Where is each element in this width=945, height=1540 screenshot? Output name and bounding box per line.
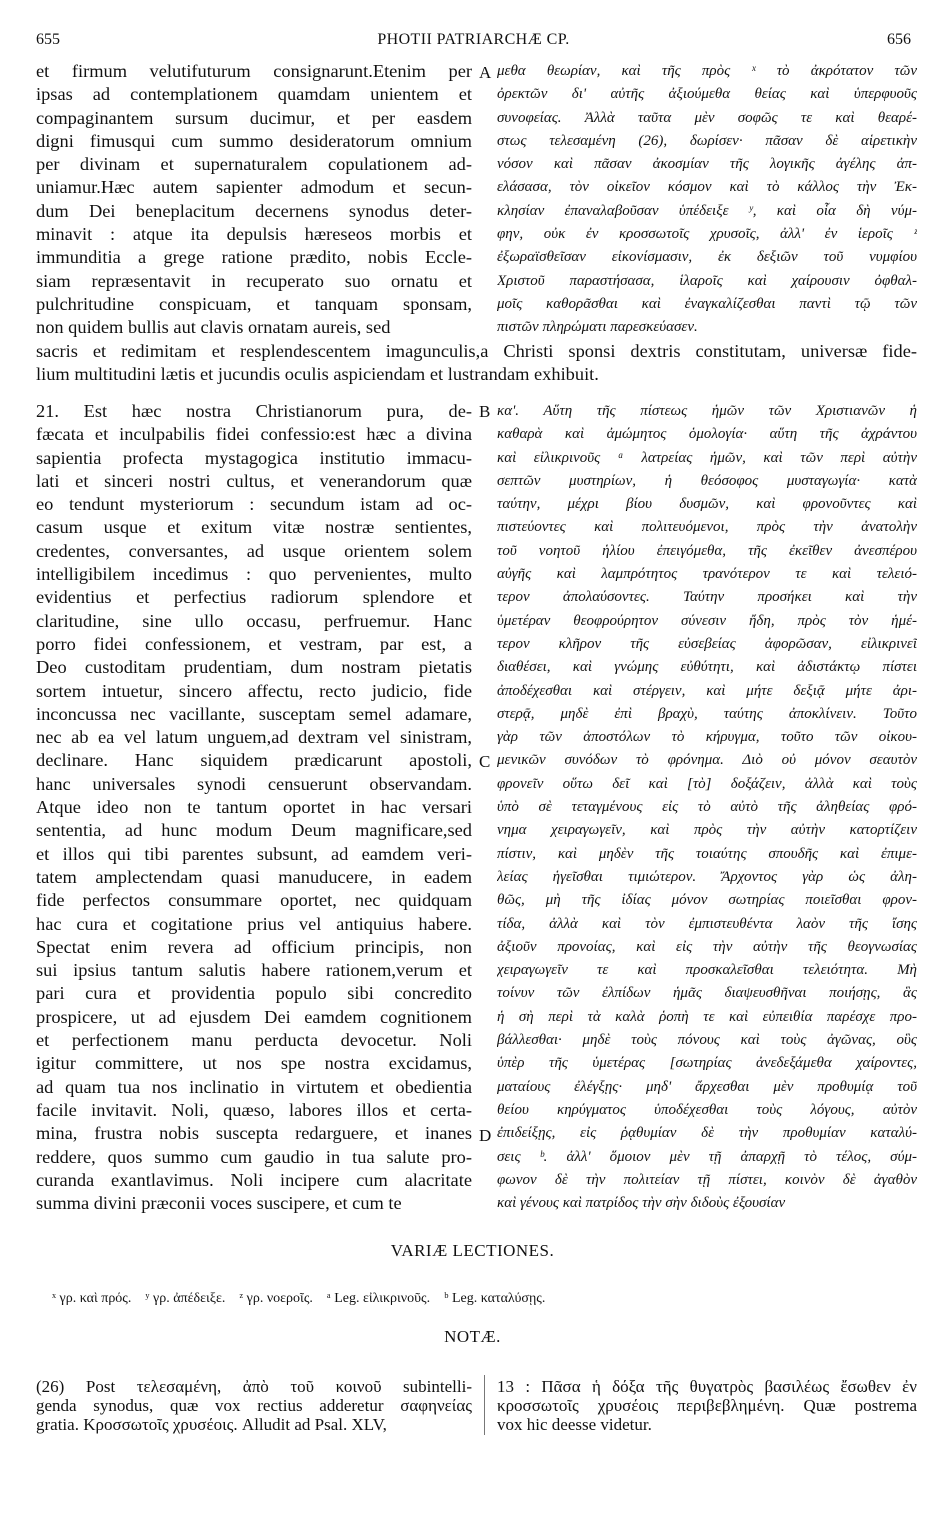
greek-column-block-1	[497, 60, 917, 340]
greek-text-line: ὑπὲρ τῆς ὑμετέρας [σωτηρίας ἀνεδεξάμεθα χαίροντες,	[497, 1055, 917, 1072]
latin-text-line: porro fidei confessionem, et vestram, par est, a	[36, 633, 472, 654]
latin-text-line: per divinam et supernaturalem copulationem ad-	[36, 154, 472, 175]
note-column-divider	[484, 1375, 485, 1435]
latin-text-line: Atque ideo non te tantum oportet in hac versari	[36, 797, 472, 818]
greek-text-line: πιστεύοντες καὶ πολιτευόμενοι, πρὸς τὴν ἀνατολὴν	[497, 519, 917, 536]
greek-text-line: τίδα, ἀλλὰ καὶ τὸν ἐμπιστευθέντα λαὸν τῆς ἴσης	[497, 915, 917, 932]
latin-full-width-text	[36, 340, 917, 387]
greek-text-line: σεπτῶν μυστηρίων, ἡ θεόσοφος μυσταγωγία· κατὰ	[497, 472, 917, 489]
section-marker-a: A	[479, 63, 492, 82]
notae-title: NOTÆ.	[444, 1327, 501, 1346]
note-text-line: (26) Post τελεσαμένη, ἀπὸ τοῦ κοινοῦ subintelli-	[36, 1377, 472, 1396]
section-marker-c: C	[479, 752, 491, 771]
latin-text-line: casum usque et exitum vitæ nostræ sentientes,	[36, 517, 472, 538]
latin-text-line: immunditia a grege ratione prædito, nobis Eccle-	[36, 247, 472, 268]
variae-lectiones-title: VARIÆ LECTIONES.	[390, 1241, 555, 1260]
latin-text-line: facile invitavit. Noli, quæso, labores illos et certa-	[36, 1099, 472, 1120]
latin-text-line: claritudine, sine ullo occasu, perfruemur. Hanc	[36, 610, 472, 631]
greek-text-line: καὶ εἰλικρινοῦς ᵃ λατρείας ἡμῶν, καὶ τῶν περὶ αὐτὴν	[497, 449, 917, 466]
latin-text-line: dum Dei beneplacitum decernens synodus deter-	[36, 200, 472, 221]
variant-reading: ˣ γρ. καὶ πρός.	[52, 1291, 132, 1306]
page-number-left: 655	[36, 31, 60, 48]
latin-text-line: digni fimusqui cum summo desideratorum omnium	[36, 130, 472, 151]
running-header	[36, 31, 911, 55]
latin-text-line: et perfectionem manu perducta devocetur. Noli	[36, 1030, 472, 1051]
latin-text-line: igitur committere, ut nos spe nostra excidamus,	[36, 1053, 472, 1074]
latin-text-line: intelligibilem incedimus : quo pervenientes, multo	[36, 564, 472, 585]
greek-text-line: Χριστοῦ παραστήσασα, ἱλαροῖς καὶ χαίρουσιν ὀφθαλ-	[497, 272, 917, 289]
greek-text-line: στερᾷ, μηδὲ ἐπὶ βραχὺ, ταύτης ἀποκλίνειν. Τοῦτο	[497, 705, 917, 722]
greek-text-line: φωνον δὲ τὴν πολιτείαν τῇ πίστει, κοινὸν δὲ ἀγαθὸν	[497, 1171, 917, 1188]
greek-text-line: καὶ γένους καὶ πατρίδος τὴν σὴν διδοὺς ἐξουσίαν	[497, 1195, 786, 1212]
latin-text-line: tatem amplectendam quasi manuducere, in eadem	[36, 866, 472, 887]
greek-text-line: πιστῶν πληρώματι παρεσκεύασεν.	[497, 319, 698, 336]
note-left-column	[36, 1377, 472, 1434]
greek-text-line: θείου κηρύγματος ὑποδέχεσθαι τοὺς λόγους, αὐτὸν	[497, 1101, 917, 1118]
greek-text-line: ματαίους ἐλέγξῃς· μηδ' ἄρχεσθαι μὲν προθυμίᾳ τοῦ	[497, 1078, 917, 1095]
variant-reading: ᵃ Leg. εἰλικρινοῦς.	[326, 1291, 431, 1306]
note-right-column	[497, 1377, 917, 1434]
latin-text-line: lati et sinceri nostri cultus, et venerandorum quæ	[36, 470, 472, 491]
latin-text-line: sententia, ad hunc modum Deum magnificare,sed	[36, 820, 472, 841]
latin-text-line: 21. Est hæc nostra Christianorum pura, de-	[36, 401, 472, 421]
latin-text-line: Spectat enim revera ad officium principis, non	[36, 936, 472, 957]
greek-text-line: ἀξιοῦν προνοίας, καὶ εἰς τὴν αὐτὴν τῆς θεογνωσίας	[497, 938, 917, 955]
variant-reading: ʸ γρ. ἀπέδειξε.	[145, 1291, 226, 1306]
latin-text-line: siam repræsentavit in recuperato suo ornatu et	[36, 270, 472, 291]
running-title: PHOTII PATRIARCHÆ CP.	[377, 31, 570, 48]
greek-text-line: τοῦ νοητοῦ ἡλίου ἐπειγόμεθα, τῆς ἐκεῖθεν ἀνεσπέρου	[497, 542, 917, 559]
latin-column-block-1	[36, 60, 472, 340]
note-text-line: vox hic deesse videtur.	[497, 1415, 652, 1434]
latin-text-line: mina, frustra nobis suscepta redarguere, et inanes	[36, 1123, 472, 1144]
greek-text-line: ὑπὸ σὲ τεταγμένους εἰς τὸ αὐτὸ τῆς ἀληθείας φρό-	[497, 799, 917, 816]
page-number-right: 656	[887, 31, 911, 48]
greek-text-line: νημα χειραγωγεῖν, καὶ πρὸς τὴν αὐτὴν κατορτίζειν	[497, 822, 917, 839]
variant-readings	[52, 1291, 912, 1307]
latin-text-line: nec ab ea vel latum unguem,ad dextram vel sinistram,	[36, 727, 472, 748]
latin-text-line: sacris et redimitam et resplendescentem imagunculis,a Christi sponsi dextris constitutam, universæ fide-	[36, 341, 917, 361]
latin-text-line: Deo custoditam prudentiam, dum nostram pietatis	[36, 657, 472, 678]
latin-text-line: sui ipsius tantum salutis habere rationem,verum et	[36, 960, 472, 981]
latin-column-block-2	[36, 400, 472, 1215]
latin-text-line: uniamur.Hæc autem sapienter admodum et secun-	[36, 177, 472, 198]
greek-text-line: τερον ἀπολαύσοντες. Ταύτην προσήκει καὶ τὴν	[497, 589, 917, 606]
latin-text-line: lium multitudini lætis et jucundis oculis aspiciendam et lustrandam exhibuit.	[36, 364, 599, 385]
greek-text-line: ἐπιδείξῃς, εἰς ῥᾳθυμίαν δὲ τὴν προθυμίαν καταλύ-	[497, 1125, 917, 1142]
latin-text-line: ipsas ad contemplationem quamdam unientem et	[36, 84, 472, 105]
latin-text-line: fæcata et inculpabilis fidei confessio:est hæc a divina	[36, 424, 472, 445]
note-text-line: 13 : Πᾶσα ἡ δόξα τῆς θυγατρὸς βασιλέως ἔσωθεν ἐν	[497, 1377, 917, 1396]
greek-text-line: ὀρεκτῶν δι' αὐτῆς ἀξιούμεθα θείας καὶ ὑπερφυοῦς	[497, 86, 917, 103]
latin-text-line: pulchritudine conspicuam, et tanquam sponsam,	[36, 293, 472, 314]
greek-text-line: κλησίαν ἐπαναλαβοῦσαν ὑπέδειξε ʸ, καὶ οἷα δὴ νύμ-	[497, 202, 917, 219]
latin-text-line: declinare. Hanc siquidem prædicarunt apostoli,	[36, 750, 472, 771]
greek-text-line: διαθέσει, καὶ γνώμης εὐθύτητι, καὶ ἀδιστάκτῳ πίστει	[497, 659, 917, 676]
greek-column-block-2	[497, 400, 917, 1215]
greek-text-line: καθαρὰ καὶ ἀμώμητος ὁμολογία· αὕτη τῆς ἀχράντου	[497, 426, 917, 443]
greek-text-line: σεις ᵇ. ἀλλ' ὅμοιον μὲν τῇ ἀπαρχῇ τὸ τέλος, σύμ-	[497, 1148, 917, 1165]
greek-text-line: φρονεῖν οὕτω δεῖ καὶ [τὸ] δοξάζειν, ἀλλὰ καὶ τοὺς	[497, 775, 917, 792]
greek-text-line: φην, οὐκ ἐν κροσσωτοῖς χρυσοῖς, ἀλλ' ἐν ἱεροῖς ᶻ	[497, 226, 917, 243]
latin-text-line: hac cura et cogitatione prius vel antiquius habere.	[36, 913, 472, 934]
greek-text-line: θῶς, μὴ τῆς ἰδίας μόνον σωτηρίας ποιεῖσθαι φρον-	[497, 892, 917, 909]
greek-text-line: μοῖς καθορᾶσθαι καὶ ἐναγκαλίζεσθαι παντὶ τῷ τῶν	[497, 295, 917, 312]
greek-text-line: ὑμετέραν θεοφρούρητον σύνεσιν ἤδη, πρὸς τὸν ἡμέ-	[497, 612, 917, 629]
greek-text-line: αὐγῆς καὶ λαμπρότητος τρανότερον τε καὶ τελειό-	[497, 566, 917, 583]
latin-text-line: compaginantem sursum ducimur, et per easdem	[36, 107, 472, 128]
greek-text-line: πίστιν, καὶ μηδὲν τῆς τοιαύτης σπουδῆς καὶ ἐπιμε-	[497, 845, 917, 862]
greek-text-line: μεθα θεωρίαν, καὶ τῆς πρὸς ˣ τὸ ἀκρότατον τῶν	[497, 63, 917, 79]
greek-text-line: μενικῶν συνόδων τὸ φρόνημα. Διὸ οὐ μόνον σεαυτὸν	[497, 752, 917, 769]
latin-text-line: reddere, quos summo cum gaudio in tua salute pro-	[36, 1146, 472, 1167]
greek-text-line: ταύτην, μέχρι βίου δυσμῶν, καὶ φρονοῦντες καὶ	[497, 496, 917, 513]
variant-reading: ᶻ γρ. νοεροῖς.	[239, 1291, 313, 1306]
latin-text-line: non quidem bullis aut clavis ornatam aureis, sed	[36, 317, 391, 338]
greek-text-line: χειραγωγεῖν τε καὶ προσκαλεῖσθαι τελειότητα. Μὴ	[497, 962, 917, 979]
latin-text-line: eo tendunt mysteriorum : secundum istam ad oc-	[36, 494, 472, 515]
latin-text-line: curanda exantlavimus. Noli incipere cum alacritate	[36, 1169, 472, 1190]
greek-text-line: νόσον καὶ πᾶσαν ἀκοσμίαν τῆς λογικῆς ἀγέλης ἀπ-	[497, 156, 917, 173]
section-marker-d: D	[479, 1126, 492, 1145]
greek-text-line: βάλλεσθαι· μηδὲ τοὺς πόνους καὶ τοὺς ἀγῶνας, οὓς	[497, 1032, 917, 1049]
greek-text-line: ελάσασα, τὸν οἰκεῖον κόσμον καὶ τὸ κάλλος τὴν Ἐκ-	[497, 179, 917, 196]
latin-text-line: sapientia profecta mystagogica institutio immacu-	[36, 447, 472, 468]
latin-text-line: et firmum velutifuturum consignarunt.Etenim per	[36, 61, 472, 81]
greek-text-line: γὰρ τῶν ἀποστόλων τὸ κήρυγμα, τοῦτο τῶν οἰκου-	[497, 729, 917, 746]
greek-text-line: ἐξωραϊσθεῖσαν εἰκονίσμασιν, ἐκ δεξιῶν τοῦ νυμφίου	[497, 249, 917, 266]
latin-text-line: et illos qui tibi parentes subsunt, ad eamdem veri-	[36, 843, 472, 864]
greek-text-line: συνοφείας. Ἀλλὰ ταῦτα μὲν σοφῶς τε καὶ θεαρέ-	[497, 109, 917, 126]
latin-text-line: evidentius et perfectius radiorum splendore et	[36, 587, 472, 608]
latin-text-line: ad quam tua nos inclinatio in virtutem et obedientia	[36, 1076, 472, 1097]
greek-text-line: ἡ σὴ περὶ τὰ καλὰ ῥοπὴ τε καὶ εὐπειθία παρέσχε προ-	[497, 1008, 917, 1025]
latin-text-line: credentes, conversantes, ad usque orientem solem	[36, 540, 472, 561]
variant-reading: ᵇ Leg. καταλύσῃς.	[444, 1291, 546, 1306]
section-marker-b: B	[479, 402, 491, 421]
latin-text-line: sortem intuetur, sincero affectu, recto judicio, fide	[36, 680, 472, 701]
greek-text-line: τερον κλῆρον τῆς εὐσεβείας ἀφορῶσαν, εἰλικρινεῖ	[497, 635, 917, 652]
latin-text-line: pari cura et providentia populo sibi concredito	[36, 983, 472, 1004]
note-text-line: κροσσωτοῖς χρυσέοις περιβεβλημένη. Quæ postrema	[497, 1396, 917, 1415]
latin-text-line: minavit : atque ita depulsis hæreseos morbis et	[36, 224, 472, 245]
note-text-line: genda synodus, quæ vox rectius adderetur σαφηνείας	[36, 1396, 472, 1415]
note-text-line: gratia. Κροσσωτοῖς χρυσέοις. Alludit ad Psal. XLV,	[36, 1415, 387, 1434]
greek-text-line: κα'. Αὕτη τῆς πίστεως ἡμῶν τῶν Χριστιανῶν ἡ	[497, 403, 917, 419]
latin-text-line: summa divini præconii voces suscipere, et cum te	[36, 1193, 402, 1214]
latin-text-line: fide perfectos consummare oportet, nec quidquam	[36, 890, 472, 911]
greek-text-line: στως τελεσαμένη (26), δωρίσεν· πᾶσαν δὲ αἱρετικὴν	[497, 132, 917, 149]
greek-text-line: ἀποδέχεσθαι καὶ στέργειν, καὶ μήτε δεξιᾷ μήτε ἀρι-	[497, 682, 917, 699]
latin-text-line: prospicere, ut ad ejusdem Dei eamdem cognitionem	[36, 1006, 472, 1027]
latin-text-line: inconcussa nec vacillante, susceptam semel adamare,	[36, 703, 472, 724]
latin-text-line: hanc universales synodi censuerunt observandam.	[36, 773, 472, 794]
greek-text-line: τοίνυν τῶν ἐλπίδων ἡμᾶς διαψευσθῆναι ποιήσῃς, ἃς	[497, 985, 917, 1002]
greek-text-line: λείας ἡγεῖσθαι τιμιώτερον. Ἄρχοντος γὰρ ὡς ἀλη-	[497, 868, 917, 885]
